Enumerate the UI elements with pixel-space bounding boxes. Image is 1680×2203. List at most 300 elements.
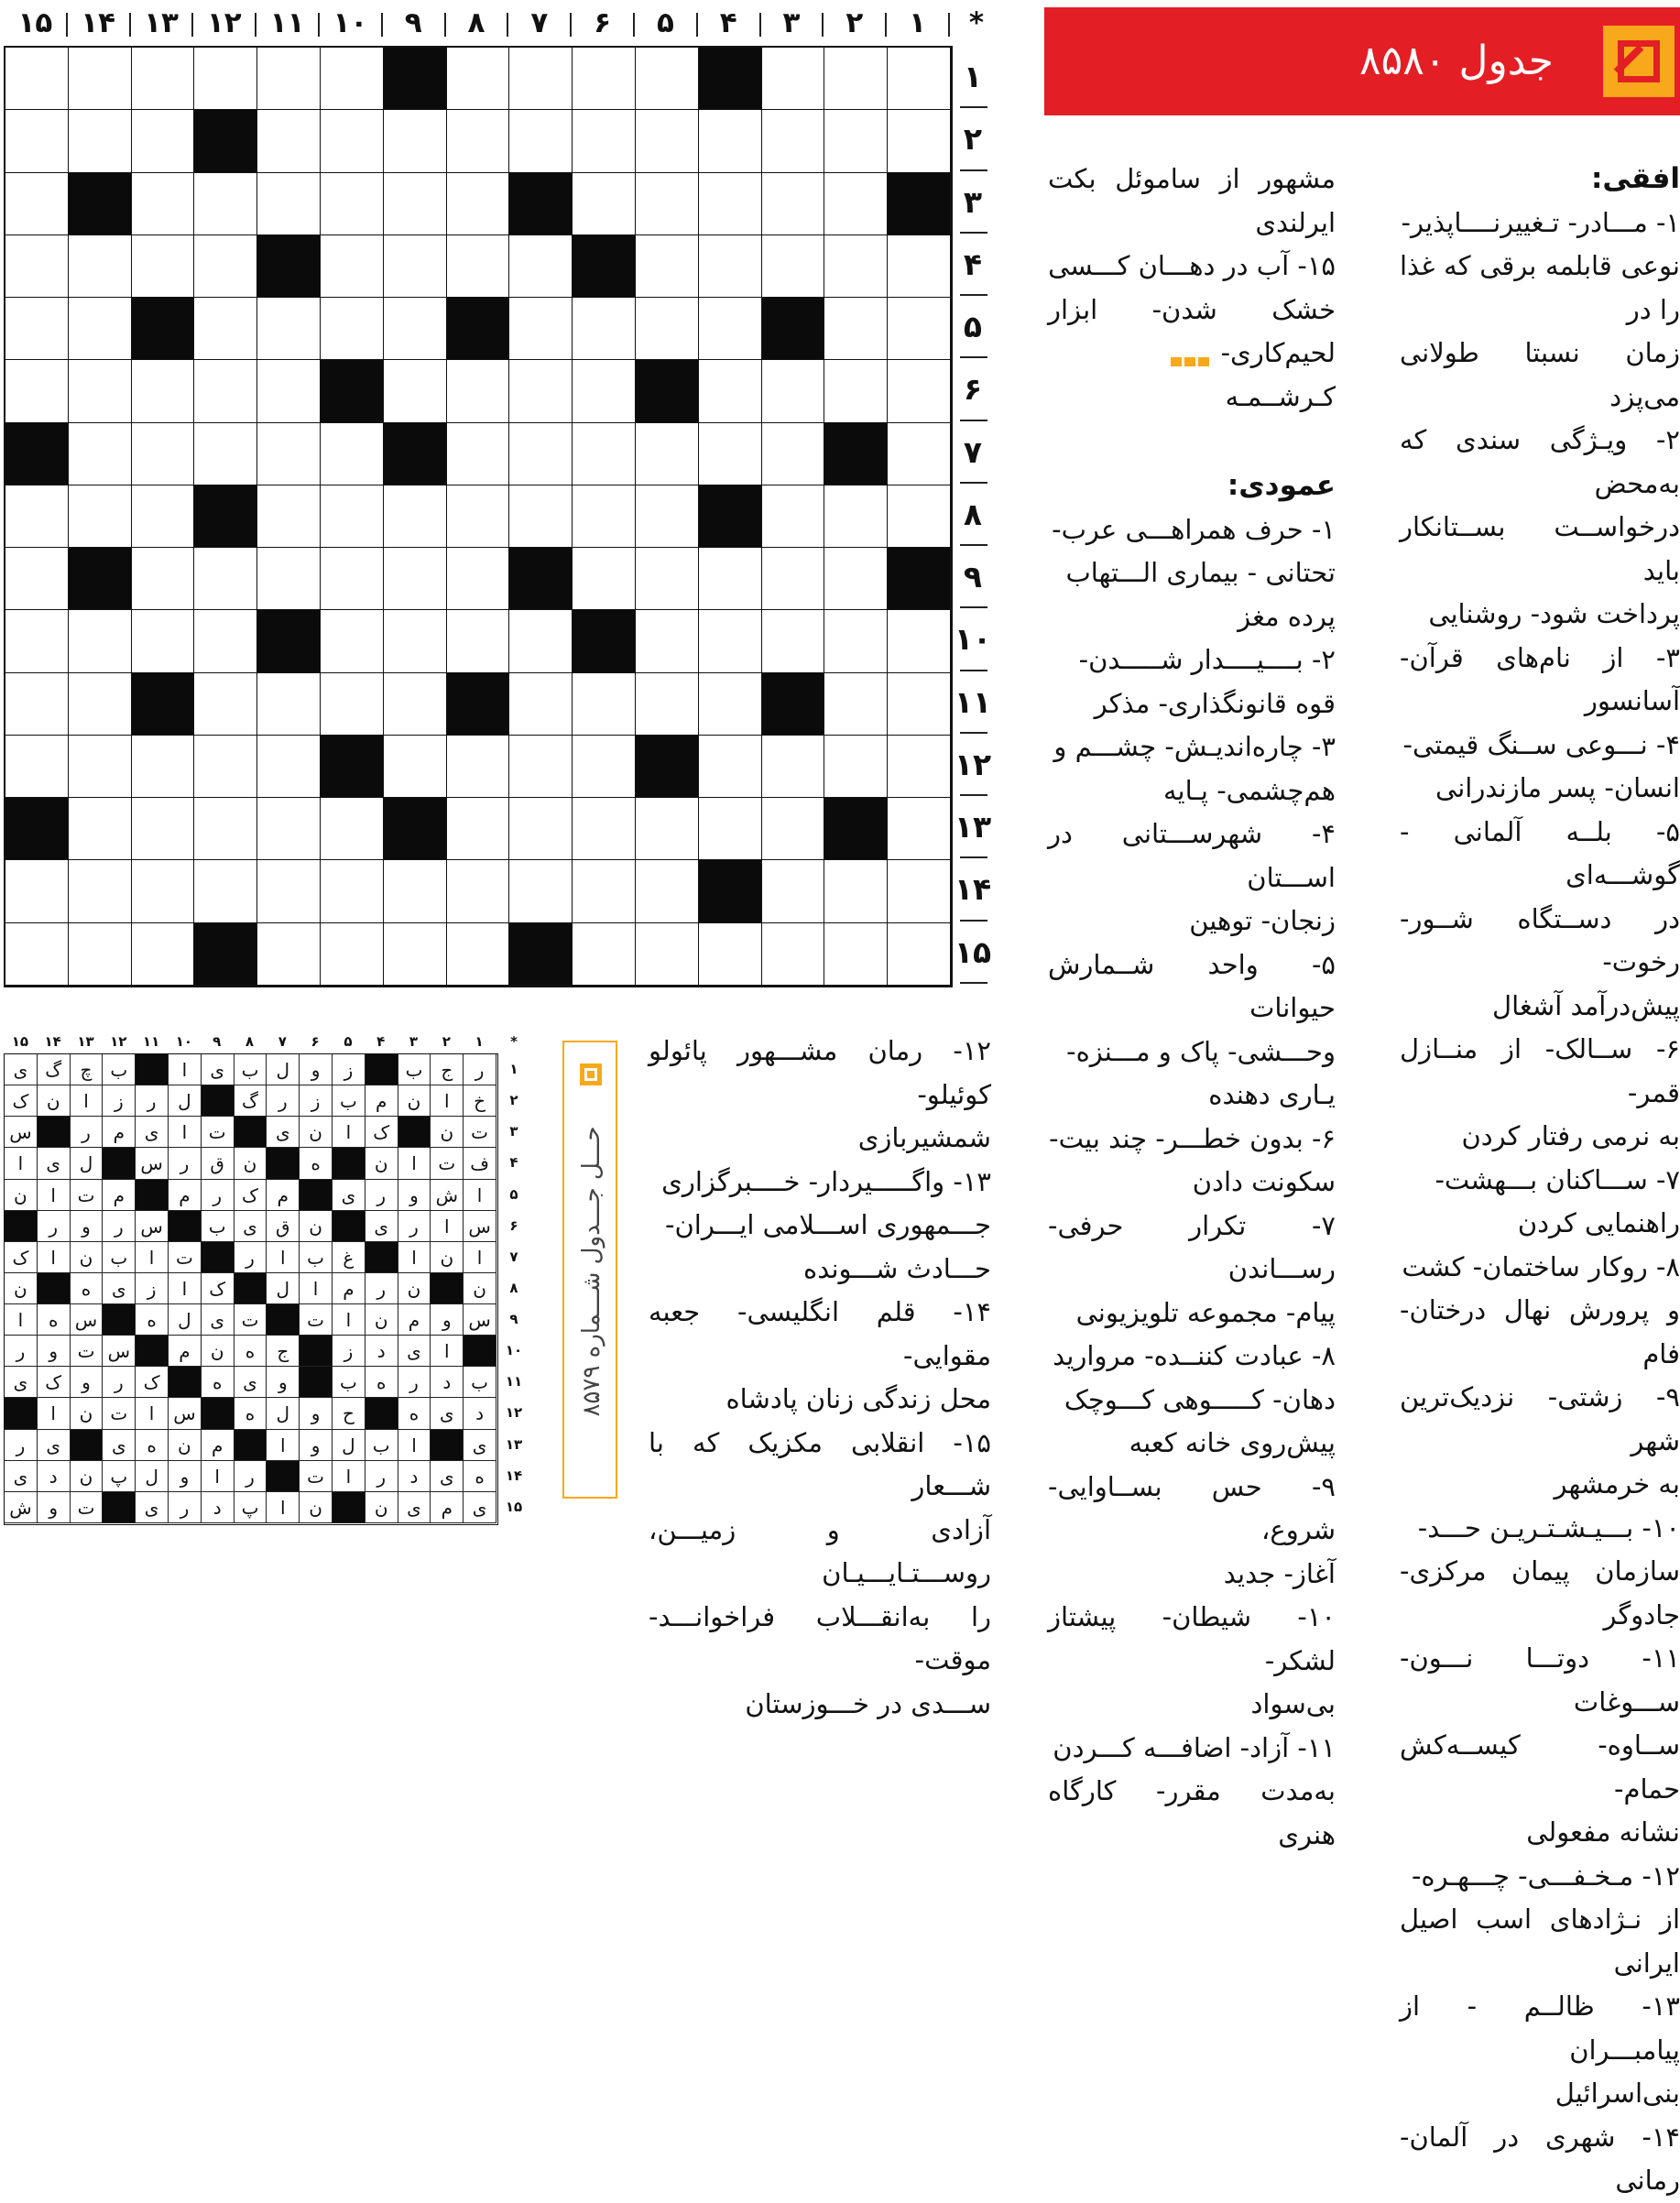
grid-cell[interactable]: [5, 610, 69, 672]
grid-cell[interactable]: [132, 235, 195, 298]
solution-row-number: ۳: [509, 1123, 518, 1140]
grid-cell[interactable]: [699, 798, 762, 860]
grid-cell[interactable]: [636, 235, 699, 298]
solution-cell: ن: [169, 1430, 202, 1461]
grid-cell[interactable]: [69, 923, 132, 986]
clue-line: تحتانی - بیماری الـــتهاب: [1065, 557, 1336, 588]
solution-cell: م: [169, 1180, 202, 1211]
grid-cell[interactable]: [573, 673, 636, 736]
grid-cell[interactable]: [509, 798, 573, 860]
grid-cell[interactable]: [573, 860, 636, 922]
grid-cell[interactable]: [509, 673, 573, 736]
grid-cell[interactable]: [132, 798, 195, 860]
column-number: ۶: [594, 6, 612, 39]
grid-cell[interactable]: [5, 48, 69, 110]
grid-cell[interactable]: [699, 548, 762, 610]
solution-cell: ر: [103, 1211, 136, 1242]
grid-cell[interactable]: [447, 110, 510, 172]
grid-cell[interactable]: [636, 485, 699, 548]
grid-cell[interactable]: [509, 298, 573, 360]
grid-cell[interactable]: [257, 923, 321, 986]
grid-cell[interactable]: [509, 48, 573, 110]
grid-cell[interactable]: [636, 48, 699, 110]
clue-line: ۱۱- دوتـــا نـــون- ســـوغات: [1400, 1642, 1680, 1718]
solution-cell: ا: [71, 1085, 104, 1117]
clue-line: ۱۵- انقلابی مکزیک که با شـــعار: [649, 1426, 991, 1501]
solution-cell-black: [169, 1367, 202, 1398]
grid-cell[interactable]: [69, 673, 132, 736]
grid-cell[interactable]: [447, 360, 510, 422]
grid-cell[interactable]: [384, 736, 447, 798]
grid-cell[interactable]: [132, 610, 195, 672]
row-number: ۱۱: [954, 683, 992, 720]
grid-cell[interactable]: [762, 610, 825, 672]
solution-cell-black: [365, 1398, 398, 1429]
solution-cell: ا: [333, 1304, 365, 1336]
grid-cell[interactable]: [5, 173, 69, 235]
grid-cell[interactable]: [194, 173, 257, 235]
grid-cell[interactable]: [824, 673, 888, 736]
clue-line: ۱۰- شیطان- پیشتاز لشکر-: [1048, 1601, 1336, 1676]
grid-cell[interactable]: [573, 360, 636, 422]
grid-cell[interactable]: [636, 673, 699, 736]
solution-cell: ل: [136, 1461, 169, 1492]
solution-cell-black: [103, 1304, 136, 1336]
solution-cell-black: [431, 1430, 464, 1461]
grid-cell[interactable]: [384, 610, 447, 672]
grid-cell[interactable]: [5, 235, 69, 298]
grid-cell[interactable]: [257, 298, 321, 360]
grid-cell[interactable]: [699, 110, 762, 172]
clue-line: ســاوه- کیســه‌کش حمام-: [1400, 1729, 1680, 1805]
grid-cell[interactable]: [447, 736, 510, 798]
grid-cell[interactable]: [257, 360, 321, 422]
grid-cell-black: [824, 423, 888, 485]
solution-cell: و: [431, 1304, 464, 1336]
column-number: ۱: [909, 6, 927, 39]
grid-cell[interactable]: [384, 235, 447, 298]
grid-cell-black: [132, 673, 195, 736]
clue-line: پیش‌درآمد آشغال: [1492, 989, 1680, 1021]
solution-column-number: ۴: [376, 1033, 386, 1050]
grid-cell[interactable]: [194, 610, 257, 672]
grid-cell[interactable]: [509, 736, 573, 798]
solution-cell-black: [103, 1148, 136, 1179]
solution-cell: ت: [103, 1398, 136, 1429]
grid-cell[interactable]: [762, 110, 825, 172]
grid-cell[interactable]: [762, 360, 825, 422]
grid-cell[interactable]: [888, 110, 951, 172]
grid-cell[interactable]: [636, 923, 699, 986]
grid-cell[interactable]: [5, 923, 69, 986]
grid-cell[interactable]: [5, 673, 69, 736]
grid-cell[interactable]: [257, 736, 321, 798]
grid-cell[interactable]: [824, 485, 888, 548]
grid-cell[interactable]: [573, 736, 636, 798]
grid-cell[interactable]: [69, 610, 132, 672]
solution-cell: ک: [5, 1242, 38, 1273]
solution-cell: ب: [365, 1430, 398, 1461]
grid-cell[interactable]: [321, 173, 384, 235]
grid-cell[interactable]: [69, 736, 132, 798]
grid-cell[interactable]: [69, 110, 132, 172]
grid-cell[interactable]: [888, 736, 951, 798]
grid-cell[interactable]: [447, 235, 510, 298]
grid-cell[interactable]: [636, 423, 699, 485]
solution-cell: ی: [202, 1054, 235, 1085]
grid-cell[interactable]: [636, 173, 699, 235]
clue-line: پرده مغز: [1238, 600, 1336, 632]
grid-cell[interactable]: [5, 736, 69, 798]
solution-cell-black: [235, 1273, 267, 1304]
grid-cell[interactable]: [384, 673, 447, 736]
clue-line: محل زندگی زنان پادشاه: [725, 1383, 991, 1414]
row-number: ۱۰: [954, 621, 992, 658]
grid-cell[interactable]: [573, 923, 636, 986]
grid-cell[interactable]: [573, 173, 636, 235]
solution-cell: ق: [267, 1211, 300, 1242]
solution-cell: خ: [464, 1085, 496, 1117]
grid-cell[interactable]: [888, 860, 951, 922]
row-number: ۶: [963, 371, 983, 408]
grid-cell[interactable]: [132, 423, 195, 485]
grid-cell[interactable]: [321, 610, 384, 672]
grid-cell[interactable]: [194, 736, 257, 798]
grid-cell[interactable]: [699, 235, 762, 298]
grid-cell[interactable]: [636, 298, 699, 360]
grid-cell[interactable]: [257, 860, 321, 922]
grid-cell[interactable]: [888, 423, 951, 485]
grid-cell[interactable]: [573, 485, 636, 548]
solution-column-number: ۱۰: [175, 1033, 193, 1050]
grid-cell-black: [321, 360, 384, 422]
row-number: ۵: [963, 309, 983, 345]
grid-cell-black: [257, 610, 321, 672]
grid-cell[interactable]: [384, 110, 447, 172]
grid-cell[interactable]: [321, 923, 384, 986]
grid-cell[interactable]: [132, 548, 195, 610]
grid-cell[interactable]: [69, 798, 132, 860]
grid-cell[interactable]: [5, 110, 69, 172]
grid-cell[interactable]: [573, 298, 636, 360]
grid-cell[interactable]: [509, 860, 573, 922]
solution-cell: ی: [464, 1492, 496, 1523]
grid-cell[interactable]: [824, 736, 888, 798]
grid-cell[interactable]: [824, 548, 888, 610]
grid-cell[interactable]: [5, 548, 69, 610]
clue-line: ۸- عبادت کننــده- مروارید: [1053, 1340, 1336, 1371]
solution-cell: ا: [464, 1180, 496, 1211]
clue-line: وحـــشی- پاک و مـــنزه-: [1066, 1035, 1336, 1067]
grid-cell[interactable]: [384, 485, 447, 548]
grid-cell[interactable]: [384, 860, 447, 922]
grid-cell[interactable]: [762, 48, 825, 110]
grid-cell[interactable]: [699, 610, 762, 672]
grid-cell[interactable]: [194, 48, 257, 110]
grid-cell[interactable]: [132, 360, 195, 422]
grid-cell[interactable]: [132, 110, 195, 172]
solution-cell: ت: [300, 1304, 333, 1336]
grid-cell[interactable]: [573, 110, 636, 172]
clue-line: انسان- پسر مازندرانی: [1435, 772, 1680, 803]
solution-cell: ا: [431, 1085, 464, 1117]
solution-cell: س: [71, 1304, 104, 1336]
clue-line: جـــمهوری اســـلامی ایـــران-: [665, 1209, 991, 1240]
grid-cell[interactable]: [69, 485, 132, 548]
clue-line: ۷- تکرار حرفی- رســـاندن: [1048, 1209, 1336, 1284]
grid-cell[interactable]: [824, 860, 888, 922]
grid-cell[interactable]: [257, 110, 321, 172]
grid-cell[interactable]: [888, 673, 951, 736]
grid-cell[interactable]: [5, 360, 69, 422]
grid-cell[interactable]: [194, 548, 257, 610]
grid-cell[interactable]: [509, 360, 573, 422]
grid-cell[interactable]: [69, 298, 132, 360]
grid-cell[interactable]: [321, 548, 384, 610]
clue-line: ۱۳- ظالــم - از پیامبـــران: [1400, 1990, 1680, 2066]
grid-cell[interactable]: [69, 235, 132, 298]
grid-cell[interactable]: [321, 235, 384, 298]
grid-cell[interactable]: [321, 673, 384, 736]
solution-cell-black: [5, 1398, 38, 1429]
grid-cell[interactable]: [636, 548, 699, 610]
grid-cell[interactable]: [509, 423, 573, 485]
grid-cell[interactable]: [824, 173, 888, 235]
clue-line: ۵- بلــه آلمانی - گوشـــه‌ای: [1400, 815, 1680, 890]
grid-cell[interactable]: [257, 173, 321, 235]
grid-cell-black: [762, 673, 825, 736]
solution-cell: د: [398, 1461, 431, 1492]
solution-cell: ر: [365, 1273, 398, 1304]
grid-cell[interactable]: [636, 798, 699, 860]
solution-cell: ش: [5, 1492, 38, 1523]
clue-line: سکونت دادن: [1192, 1166, 1336, 1197]
grid-cell[interactable]: [888, 485, 951, 548]
grid-cell[interactable]: [824, 235, 888, 298]
grid-cell[interactable]: [824, 923, 888, 986]
solution-cell: ن: [202, 1336, 235, 1367]
grid-cell[interactable]: [257, 48, 321, 110]
grid-cell[interactable]: [447, 610, 510, 672]
solution-column-number: ۸: [245, 1033, 255, 1050]
column-number: ۱۴: [81, 6, 116, 39]
solution-cell: م: [398, 1304, 431, 1336]
grid-cell[interactable]: [888, 298, 951, 360]
clue-line: حـــادث شـــونده: [803, 1252, 991, 1284]
grid-cell[interactable]: [194, 235, 257, 298]
grid-cell[interactable]: [321, 798, 384, 860]
solution-cell: ا: [136, 1398, 169, 1429]
grid-cell[interactable]: [824, 610, 888, 672]
grid-cell[interactable]: [5, 485, 69, 548]
grid-cell[interactable]: [762, 423, 825, 485]
grid-cell[interactable]: [509, 110, 573, 172]
grid-cell[interactable]: [194, 360, 257, 422]
grid-cell[interactable]: [321, 423, 384, 485]
grid-cell[interactable]: [888, 48, 951, 110]
clue-line: آغاز- جدید: [1223, 1557, 1336, 1589]
solution-row-number: ۷: [509, 1248, 518, 1265]
column-number: ۱۵: [17, 6, 53, 39]
grid-cell-black: [5, 798, 69, 860]
grid-cell[interactable]: [384, 360, 447, 422]
grid-cell[interactable]: [321, 298, 384, 360]
grid-cell[interactable]: [132, 923, 195, 986]
grid-cell[interactable]: [194, 423, 257, 485]
solution-cell: ن: [431, 1242, 464, 1273]
solution-cell: س: [136, 1211, 169, 1242]
grid-cell[interactable]: [699, 360, 762, 422]
solution-cell: ا: [202, 1461, 235, 1492]
solution-cell: ی: [103, 1273, 136, 1304]
grid-cell[interactable]: [824, 48, 888, 110]
solution-cell: ب: [235, 1054, 267, 1085]
grid-cell[interactable]: [824, 298, 888, 360]
grid-cell[interactable]: [636, 610, 699, 672]
solution-cell: ن: [71, 1461, 104, 1492]
grid-cell[interactable]: [321, 110, 384, 172]
grid-cell[interactable]: [447, 548, 510, 610]
solution-cell-black: [333, 1211, 365, 1242]
grid-cell[interactable]: [636, 860, 699, 922]
clue-line: سازمان پیمان مرکزی- جادوگر: [1400, 1555, 1680, 1630]
grid-cell[interactable]: [447, 173, 510, 235]
grid-cell[interactable]: [888, 610, 951, 672]
grid-cell[interactable]: [384, 298, 447, 360]
grid-cell[interactable]: [699, 423, 762, 485]
grid-cell[interactable]: [257, 548, 321, 610]
grid-cell[interactable]: [447, 48, 510, 110]
grid-cell[interactable]: [447, 798, 510, 860]
grid-cell[interactable]: [699, 923, 762, 986]
solution-column-numbers: [4, 1031, 518, 1052]
grid-cell[interactable]: [321, 48, 384, 110]
clue-line: ۱۲- مـخـفـــی- چـــهـره-: [1411, 1859, 1680, 1892]
grid-cell[interactable]: [384, 923, 447, 986]
grid-cell[interactable]: [573, 48, 636, 110]
grid-cell[interactable]: [447, 860, 510, 922]
solution-cell: ر: [169, 1148, 202, 1179]
row-number: ۲: [963, 121, 983, 158]
solution-cell: ن: [71, 1398, 104, 1429]
grid-cell[interactable]: [384, 173, 447, 235]
grid-cell[interactable]: [257, 423, 321, 485]
solution-cell: ز: [333, 1336, 365, 1367]
grid-cell[interactable]: [762, 235, 825, 298]
solution-cell: و: [71, 1211, 104, 1242]
solution-cell: ا: [267, 1492, 300, 1523]
grid-cell[interactable]: [69, 360, 132, 422]
grid-cell[interactable]: [509, 610, 573, 672]
grid-cell[interactable]: [194, 298, 257, 360]
grid-cell[interactable]: [762, 860, 825, 922]
clue-line: ســـدی در خـــوزستان: [745, 1687, 991, 1719]
grid-cell[interactable]: [699, 736, 762, 798]
grid-cell-black: [257, 235, 321, 298]
grid-cell[interactable]: [762, 798, 825, 860]
solution-cell: ر: [267, 1085, 300, 1117]
clue-line: مشهور از ساموئل بکت ایرلندی: [1048, 163, 1336, 238]
solution-row-number: ۱۵: [505, 1498, 523, 1515]
clue-line: بی‌سواد: [1250, 1688, 1336, 1719]
solution-cell: ب: [202, 1211, 235, 1242]
clue-line: ۱۰- بـــیـشـتـریـن حـــد-: [1417, 1511, 1680, 1543]
grid-cell[interactable]: [194, 673, 257, 736]
solution-cell-black: [365, 1054, 398, 1085]
grid-cell[interactable]: [573, 798, 636, 860]
solution-cell: ق: [202, 1148, 235, 1179]
grid-cell[interactable]: [132, 48, 195, 110]
grid-cell[interactable]: [762, 923, 825, 986]
grid-cell[interactable]: [321, 485, 384, 548]
grid-cell[interactable]: [447, 485, 510, 548]
solution-cell: ج: [431, 1054, 464, 1085]
solution-column-number: ۱: [475, 1033, 484, 1050]
grid-cell[interactable]: [888, 798, 951, 860]
grid-cell[interactable]: [447, 923, 510, 986]
solution-cell: ی: [5, 1461, 38, 1492]
grid-cell[interactable]: [573, 548, 636, 610]
grid-cell[interactable]: [636, 110, 699, 172]
grid-cell[interactable]: [699, 673, 762, 736]
grid-cell[interactable]: [509, 485, 573, 548]
solution-cell-black: [235, 1117, 267, 1148]
solution-cell: ر: [398, 1367, 431, 1398]
grid-cell[interactable]: [194, 860, 257, 922]
grid-cell[interactable]: [5, 298, 69, 360]
clue-line: ۴- شهرســـتانی در اســـتان: [1048, 818, 1336, 893]
solution-cell-black: [300, 1180, 333, 1211]
grid-cell[interactable]: [257, 673, 321, 736]
grid-cell[interactable]: [447, 423, 510, 485]
grid-cell[interactable]: [888, 360, 951, 422]
solution-cell-black: [71, 1430, 104, 1461]
grid-cell[interactable]: [824, 110, 888, 172]
grid-cell[interactable]: [69, 423, 132, 485]
grid-cell[interactable]: [194, 798, 257, 860]
grid-cell[interactable]: [257, 485, 321, 548]
grid-cell[interactable]: [69, 48, 132, 110]
grid-cell[interactable]: [5, 860, 69, 922]
grid-cell[interactable]: [762, 173, 825, 235]
solution-cell-black: [365, 1242, 398, 1273]
grid-cell[interactable]: [824, 360, 888, 422]
down-clues: [1048, 158, 1336, 1857]
grid-cell[interactable]: [762, 485, 825, 548]
grid-cell[interactable]: [699, 173, 762, 235]
grid-cell[interactable]: [573, 423, 636, 485]
solution-cell: ن: [38, 1085, 71, 1117]
solution-cell: ا: [464, 1242, 496, 1273]
grid-cell[interactable]: [762, 736, 825, 798]
grid-cell[interactable]: [888, 235, 951, 298]
grid-cell[interactable]: [69, 860, 132, 922]
grid-cell[interactable]: [132, 485, 195, 548]
grid-cell[interactable]: [132, 736, 195, 798]
grid-cell[interactable]: [321, 860, 384, 922]
grid-cell[interactable]: [384, 548, 447, 610]
grid-cell[interactable]: [888, 923, 951, 986]
grid-cell[interactable]: [257, 798, 321, 860]
solution-cell: و: [38, 1336, 71, 1367]
grid-cell[interactable]: [762, 548, 825, 610]
clue-line: یـاری دهنده: [1208, 1079, 1336, 1110]
grid-cell[interactable]: [132, 173, 195, 235]
solution-cell: ه: [136, 1304, 169, 1336]
grid-cell[interactable]: [132, 860, 195, 922]
grid-cell[interactable]: [699, 298, 762, 360]
grid-cell[interactable]: [509, 235, 573, 298]
